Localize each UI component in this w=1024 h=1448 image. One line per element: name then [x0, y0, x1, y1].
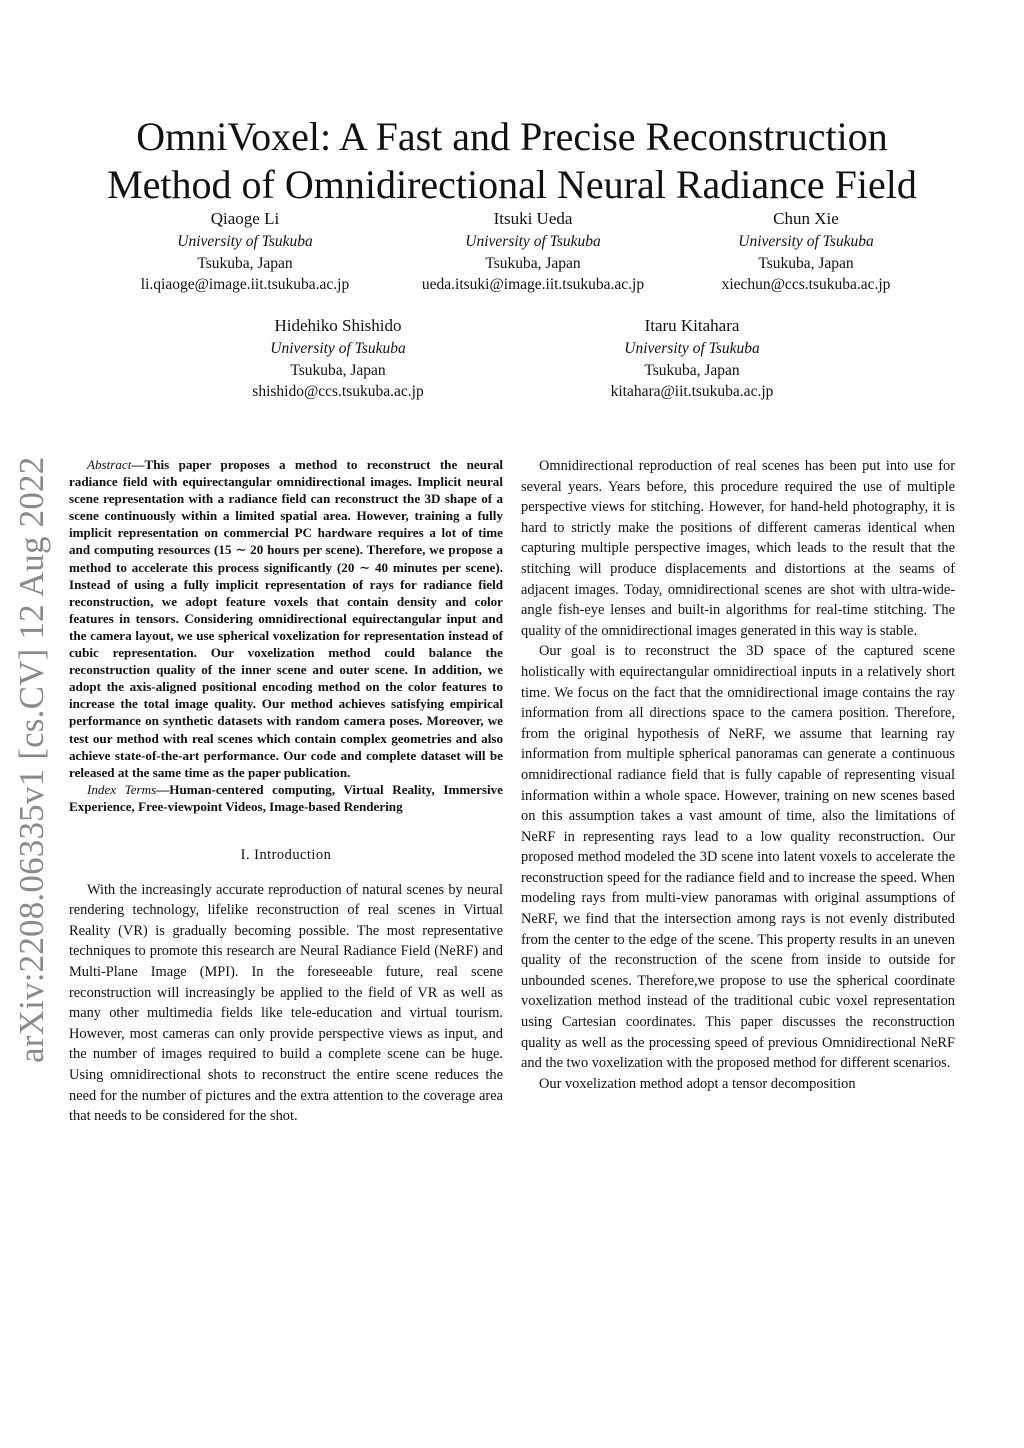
body-paragraph: Our goal is to reconstruct the 3D space of the captured scene holistically with equirectangular omnidirectioal inputs in a relatively short time. We focus on the fact that the omnidirectional image contains the ray information from all directions space to the camera position. Therefore, from the original hypothesis of NeRF, we assume that learning ray information from multiple spherical panoramas can generate a continuous omnidirectional radiance field that is fully capable of representing visual information within a whole space. However, training on new scenes based on this assumption takes a vast amount of time, also the limitations of NeRF in representing rays lead to a low quality reconstruction. Our proposed method modeled the 3D scene into latent voxels to accelerate the reconstruction speed for the radiance field and to increase the speed. When modeling rays from multi-view panoramas with original assumptions of NeRF, we find that the intersection among rays is not evenly distributed from the center to the edge of the scene. This property results in an uneven quality of the reconstruction of the scene from inside to outside for unbounded scenes. Therefore,we propose to use the spherical coordinate voxelization method instead of the traditional cubic voxel representation using Cartesian coordinates. This paper discusses the reconstruction quality as well as the processing speed of previous Omnidirectional NeRF and the two voxelization with the proposed method for different scenarios. [521, 643, 955, 1072]
author-name: Itaru Kitahara [644, 316, 740, 335]
author-email: kitahara@iit.tsukuba.ac.jp [610, 383, 774, 400]
author-affiliation: University of Tsukuba [738, 233, 874, 250]
index-terms [69, 781, 503, 815]
author-location: Tsukuba, Japan [290, 361, 386, 379]
author-block-5 [582, 315, 802, 403]
author-block-1 [104, 208, 386, 296]
author-name: Hidehiko Shishido [274, 316, 402, 335]
author-block-3 [690, 208, 922, 296]
author-affiliation: University of Tsukuba [624, 340, 760, 357]
title-line-2: Method of Omnidirectional Neural Radiance Field [107, 161, 917, 207]
index-terms-label: Index Terms [87, 781, 157, 797]
author-email: ueda.itsuki@image.iit.tsukuba.ac.jp [421, 276, 645, 293]
abstract-text: —This paper proposes a method to reconstruct the neural radiance field with equirectangular omnidirectional images. Implicit neural scene representation with a radiance field can reconstruct the 3D shape of a scene continuously within a limited spatial area. However, training a fully implicit representation on commercial PC hardware requires a lot of time and computing resources (15 ∼ 20 hours per scene). Therefore, we propose a method to accelerate this process significantly (20 ∼ 40 minutes per scene). Instead of using a fully implicit representation of rays for radiance field reconstruction, we adopt feature voxels that contain density and color features in tensors. Considering omnidirectional equirectangular input and the camera layout, we use spherical voxelization for representation instead of cubic representation. Our voxelization method could balance the reconstruction quality of the inner scene and outer scene. In addition, we adopt the axis-aligned positional encoding method on the color features to increase the total image quality. Our method achieves satisfying empirical performance on synthetic datasets with random camera poses. Moreover, we test our method with real scenes which contain complex geometries and also achieve state-of-the-art performance. Our code and complete dataset will be released at the same time as the paper publication. [69, 457, 503, 780]
author-email: shishido@ccs.tsukuba.ac.jp [252, 383, 424, 400]
author-affiliation: University of Tsukuba [465, 233, 601, 250]
abstract [69, 456, 503, 781]
title-line-1: OmniVoxel: A Fast and Precise Reconstruction [136, 113, 888, 159]
author-name: Chun Xie [773, 209, 839, 228]
author-location: Tsukuba, Japan [758, 254, 854, 272]
intro-paragraph: With the increasingly accurate reproduction of natural scenes by neural rendering technology, lifelike reconstruction of real scenes in Virtual Reality (VR) is gradually becoming possible. The most representative techniques to promote this research are Neural Radiance Field (NeRF) and Multi-Plane Image (MPI). In the foreseeable future, real scene reconstruction will increasingly be applied to the field of VR as well as many other multimedia fields like tele-education and virtual tourism. However, most cameras can only provide perspective views as input, and the number of images required to build a complete scene can be huge. Using omnidirectional shots to reconstruct the entire scene reduces the need for the number of pictures and the extra attention to the coverage area that needs to be considered for the shot. [69, 881, 503, 1125]
author-affiliation: University of Tsukuba [270, 340, 406, 357]
author-block-2 [388, 208, 678, 296]
index-terms-text: —Human-centered computing, Virtual Reality, Immersive Experience, Free-viewpoint Videos, Image-based Rendering [69, 781, 503, 814]
right-column [521, 456, 955, 1094]
left-column [69, 456, 503, 1127]
body-paragraph: Our voxelization method adopt a tensor decomposition [539, 1075, 856, 1092]
author-name: Qiaoge Li [210, 209, 280, 228]
section-heading-introduction: I. Introduction [240, 846, 332, 863]
author-block-4 [226, 315, 450, 403]
author-location: Tsukuba, Japan [485, 254, 581, 272]
arxiv-identifier: arXiv:2208.06335v1 [cs.CV] 12 Aug 2022 [12, 456, 51, 1063]
author-email: li.qiaoge@image.iit.tsukuba.ac.jp [140, 276, 350, 293]
body-paragraph: Omnidirectional reproduction of real scenes has been put into use for several years. Years before, this procedure required the use of multiple perspective views for stitching. However, for hand-held photography, it is hard to strictly make the positions of different cameras identical when capturing multiple perspective images, which leads to the result that the stitching will produce displacements and distortions at the seams of adjacent images. Today, omnidirectional scenes are shot with ultra-wide-angle fish-eye lenses and built-in algorithms for real-time stitching. The quality of the omnidirectional images generated in this way is stable. [521, 458, 955, 639]
author-email: xiechun@ccs.tsukuba.ac.jp [721, 276, 891, 293]
author-affiliation: University of Tsukuba [177, 233, 313, 250]
author-location: Tsukuba, Japan [644, 361, 740, 379]
author-location: Tsukuba, Japan [197, 254, 293, 272]
author-name: Itsuki Ueda [493, 209, 573, 228]
paper-title [40, 113, 984, 209]
abstract-label: Abstract [87, 457, 132, 472]
